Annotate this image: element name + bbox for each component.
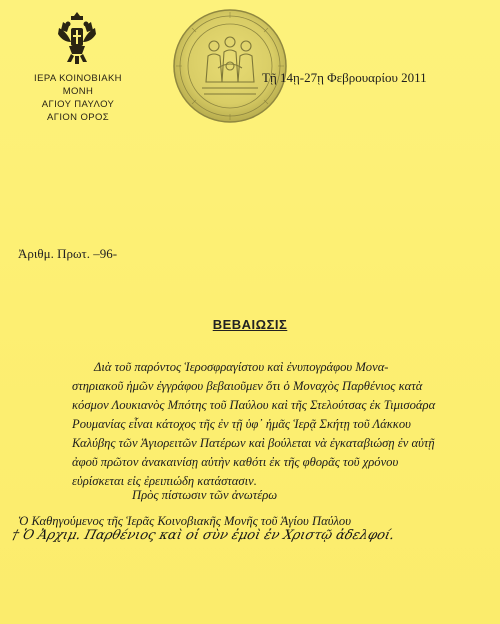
signature-text: † Ὁ Ἀρχιμ. Παρθένιος καὶ οἱ σὺν ἐμοὶ ἐν Χριστῷ ἀδελφοί. (10, 528, 396, 543)
body-line: ἀφοῦ πρῶτον ἀνακαινίσῃ αὐτὴν καθότι ἐκ τῆς φθορᾶς τοῦ χρόνου (72, 455, 399, 469)
monastery-location-line: ΑΓΙΟΝ ΟΡΟΣ (46, 112, 110, 123)
abbot-line: Ὁ Καθηγούμενος τῆς Ἱερᾶς Κοινοβιακῆς Μονῆς τοῦ Ἁγίου Παύλου (18, 514, 352, 528)
handwritten-signature (10, 528, 484, 543)
protocol-number: Ἀριθμ. Πρωτ. –96- (18, 246, 118, 261)
monastery-name-line: ΙΕΡΑ ΚΟΙΝΟΒΙΑΚΗ ΜΟΝΗ (34, 73, 122, 97)
monastery-seal-icon (172, 8, 288, 124)
body-line: κόσμον Λουκιανὸς Μπότης τοῦ Παύλου καὶ τῆς Στελούτσας ἐκ Τιμισοάρα (72, 398, 436, 412)
body-line: Ρουμανίας εἶναι κάτοχος τῆς ἐν τῇ ὑφ᾽ ἡμᾶς Ἱερᾷ Σκήτῃ τοῦ Λάκκου (72, 417, 411, 431)
monastery-header (22, 72, 134, 124)
body-line: Καλύβης τῶν Ἁγιορειτῶν Πατέρων καὶ βούλεται νὰ ἐγκαταβιώσῃ ἐν αὐτῇ (72, 436, 435, 450)
body-line: εὑρίσκεται εἰς ἐρειπιώδη κατάστασιν. (72, 474, 257, 488)
document-body (72, 358, 472, 491)
body-line: στηριακοῦ ἡμῶν ἐγγράφου βεβαιοῦμεν ὅτι ὁ Μοναχὸς Παρθένιος κατὰ (72, 379, 423, 393)
double-headed-eagle-icon (57, 10, 97, 68)
closing-line: Πρὸς πίστωσιν τῶν ἀνωτέρω (132, 488, 278, 502)
document-title (0, 316, 500, 334)
document-title-text: ΒΕΒΑΙΩΣΙΣ (212, 317, 288, 332)
monastery-saint-line: ΑΓΙΟΥ ΠΑΥΛΟΥ (41, 99, 115, 110)
body-line: Διὰ τοῦ παρόντος Ἱεροσφραγίστου καὶ ἐνυπογράφου Μονα- (94, 360, 389, 374)
document-date: Τῇ 14ῃ-27ῃ Φεβρουαρίου 2011 (262, 70, 427, 85)
